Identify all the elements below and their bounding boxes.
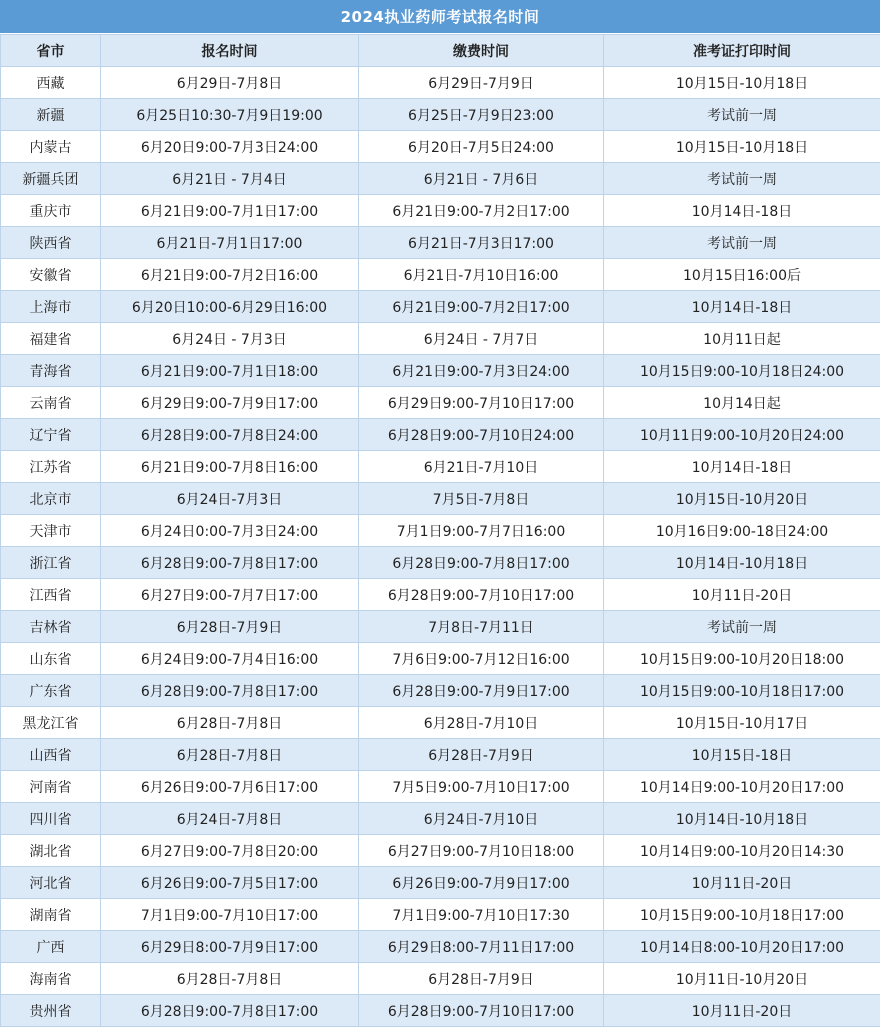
cell-province: 辽宁省	[1, 419, 101, 451]
cell-admission-print-time: 10月14日9:00-10月20日17:00	[604, 771, 880, 803]
cell-province: 贵州省	[1, 995, 101, 1027]
cell-registration-time: 6月24日-7月8日	[101, 803, 359, 835]
cell-province: 湖北省	[1, 835, 101, 867]
table-row	[1, 387, 880, 419]
cell-province: 青海省	[1, 355, 101, 387]
cell-province: 天津市	[1, 515, 101, 547]
cell-province: 广东省	[1, 675, 101, 707]
table-row	[1, 483, 880, 515]
cell-admission-print-time: 10月14日-10月18日	[604, 803, 880, 835]
table-row	[1, 739, 880, 771]
cell-registration-time: 6月27日9:00-7月7日17:00	[101, 579, 359, 611]
table-row	[1, 355, 880, 387]
cell-province: 山西省	[1, 739, 101, 771]
cell-payment-time: 6月21日9:00-7月2日17:00	[359, 291, 604, 323]
cell-registration-time: 6月21日-7月1日17:00	[101, 227, 359, 259]
cell-payment-time: 6月28日-7月9日	[359, 963, 604, 995]
cell-registration-time: 7月1日9:00-7月10日17:00	[101, 899, 359, 931]
table-row	[1, 419, 880, 451]
table-row	[1, 643, 880, 675]
cell-province: 陕西省	[1, 227, 101, 259]
cell-registration-time: 6月21日9:00-7月8日16:00	[101, 451, 359, 483]
header-registration-time: 报名时间	[101, 35, 359, 67]
cell-province: 河南省	[1, 771, 101, 803]
table-row	[1, 803, 880, 835]
cell-province: 江西省	[1, 579, 101, 611]
header-row	[1, 35, 880, 67]
table-row	[1, 579, 880, 611]
cell-province: 海南省	[1, 963, 101, 995]
cell-registration-time: 6月28日9:00-7月8日24:00	[101, 419, 359, 451]
table-row	[1, 675, 880, 707]
cell-registration-time: 6月29日8:00-7月9日17:00	[101, 931, 359, 963]
table-row	[1, 611, 880, 643]
cell-payment-time: 6月28日-7月10日	[359, 707, 604, 739]
cell-province: 新疆	[1, 99, 101, 131]
cell-registration-time: 6月24日-7月3日	[101, 483, 359, 515]
cell-admission-print-time: 10月15日-10月20日	[604, 483, 880, 515]
cell-province: 吉林省	[1, 611, 101, 643]
header-province: 省市	[1, 35, 101, 67]
cell-admission-print-time: 10月15日9:00-10月18日17:00	[604, 899, 880, 931]
cell-payment-time: 6月28日9:00-7月10日24:00	[359, 419, 604, 451]
cell-payment-time: 6月21日-7月10日16:00	[359, 259, 604, 291]
cell-payment-time: 6月28日-7月9日	[359, 739, 604, 771]
table-row	[1, 259, 880, 291]
header-admission-print-time: 准考证打印时间	[604, 35, 880, 67]
cell-province: 新疆兵团	[1, 163, 101, 195]
cell-admission-print-time: 10月14日9:00-10月20日14:30	[604, 835, 880, 867]
table-row	[1, 291, 880, 323]
table-row	[1, 323, 880, 355]
cell-registration-time: 6月24日0:00-7月3日24:00	[101, 515, 359, 547]
cell-payment-time: 6月27日9:00-7月10日18:00	[359, 835, 604, 867]
table-row	[1, 547, 880, 579]
cell-registration-time: 6月28日-7月8日	[101, 707, 359, 739]
cell-payment-time: 6月26日9:00-7月9日17:00	[359, 867, 604, 899]
cell-payment-time: 6月24日 - 7月7日	[359, 323, 604, 355]
cell-payment-time: 7月5日-7月8日	[359, 483, 604, 515]
cell-province: 浙江省	[1, 547, 101, 579]
cell-payment-time: 6月28日9:00-7月8日17:00	[359, 547, 604, 579]
cell-payment-time: 6月21日-7月10日	[359, 451, 604, 483]
cell-registration-time: 6月28日-7月9日	[101, 611, 359, 643]
cell-admission-print-time: 考试前一周	[604, 99, 880, 131]
cell-admission-print-time: 10月15日9:00-10月18日17:00	[604, 675, 880, 707]
cell-payment-time: 6月28日9:00-7月10日17:00	[359, 579, 604, 611]
cell-admission-print-time: 10月11日9:00-10月20日24:00	[604, 419, 880, 451]
cell-province: 山东省	[1, 643, 101, 675]
cell-registration-time: 6月29日-7月8日	[101, 67, 359, 99]
cell-province: 四川省	[1, 803, 101, 835]
cell-admission-print-time: 10月14日-10月18日	[604, 547, 880, 579]
cell-registration-time: 6月21日 - 7月4日	[101, 163, 359, 195]
cell-registration-time: 6月21日9:00-7月2日16:00	[101, 259, 359, 291]
cell-admission-print-time: 10月11日-20日	[604, 867, 880, 899]
cell-payment-time: 7月8日-7月11日	[359, 611, 604, 643]
table-row	[1, 995, 880, 1027]
cell-registration-time: 6月28日9:00-7月8日17:00	[101, 547, 359, 579]
cell-admission-print-time: 10月11日-20日	[604, 995, 880, 1027]
cell-payment-time: 6月29日9:00-7月10日17:00	[359, 387, 604, 419]
cell-admission-print-time: 10月14日-18日	[604, 291, 880, 323]
cell-registration-time: 6月27日9:00-7月8日20:00	[101, 835, 359, 867]
table-row	[1, 867, 880, 899]
cell-registration-time: 6月25日10:30-7月9日19:00	[101, 99, 359, 131]
cell-registration-time: 6月29日9:00-7月9日17:00	[101, 387, 359, 419]
cell-payment-time: 6月21日9:00-7月2日17:00	[359, 195, 604, 227]
cell-payment-time: 6月28日9:00-7月10日17:00	[359, 995, 604, 1027]
cell-province: 江苏省	[1, 451, 101, 483]
cell-admission-print-time: 10月15日9:00-10月20日18:00	[604, 643, 880, 675]
cell-admission-print-time: 10月11日起	[604, 323, 880, 355]
cell-payment-time: 6月24日-7月10日	[359, 803, 604, 835]
cell-admission-print-time: 考试前一周	[604, 611, 880, 643]
cell-admission-print-time: 10月15日-10月18日	[604, 131, 880, 163]
cell-registration-time: 6月28日9:00-7月8日17:00	[101, 995, 359, 1027]
cell-registration-time: 6月21日9:00-7月1日17:00	[101, 195, 359, 227]
cell-province: 北京市	[1, 483, 101, 515]
cell-payment-time: 6月29日8:00-7月11日17:00	[359, 931, 604, 963]
cell-registration-time: 6月26日9:00-7月6日17:00	[101, 771, 359, 803]
table-row	[1, 707, 880, 739]
cell-registration-time: 6月26日9:00-7月5日17:00	[101, 867, 359, 899]
table-header	[1, 35, 880, 67]
cell-province: 广西	[1, 931, 101, 963]
table-row	[1, 899, 880, 931]
table-row	[1, 131, 880, 163]
cell-payment-time: 7月1日9:00-7月7日16:00	[359, 515, 604, 547]
cell-registration-time: 6月21日9:00-7月1日18:00	[101, 355, 359, 387]
cell-payment-time: 7月1日9:00-7月10日17:30	[359, 899, 604, 931]
table-row	[1, 515, 880, 547]
cell-payment-time: 6月20日-7月5日24:00	[359, 131, 604, 163]
table-row	[1, 451, 880, 483]
cell-registration-time: 6月20日10:00-6月29日16:00	[101, 291, 359, 323]
cell-payment-time: 7月6日9:00-7月12日16:00	[359, 643, 604, 675]
cell-province: 福建省	[1, 323, 101, 355]
cell-province: 河北省	[1, 867, 101, 899]
table-body	[1, 67, 880, 1027]
table-row	[1, 67, 880, 99]
cell-province: 湖南省	[1, 899, 101, 931]
cell-payment-time: 6月25日-7月9日23:00	[359, 99, 604, 131]
table-row	[1, 771, 880, 803]
table-row	[1, 963, 880, 995]
cell-admission-print-time: 10月16日9:00-18日24:00	[604, 515, 880, 547]
cell-payment-time: 6月21日9:00-7月3日24:00	[359, 355, 604, 387]
cell-admission-print-time: 10月14日-18日	[604, 195, 880, 227]
cell-admission-print-time: 10月15日-18日	[604, 739, 880, 771]
cell-admission-print-time: 10月15日16:00后	[604, 259, 880, 291]
cell-payment-time: 6月21日 - 7月6日	[359, 163, 604, 195]
cell-admission-print-time: 10月11日-10月20日	[604, 963, 880, 995]
cell-admission-print-time: 10月15日-10月17日	[604, 707, 880, 739]
cell-admission-print-time: 10月14日-18日	[604, 451, 880, 483]
cell-province: 西藏	[1, 67, 101, 99]
cell-province: 黑龙江省	[1, 707, 101, 739]
cell-payment-time: 7月5日9:00-7月10日17:00	[359, 771, 604, 803]
cell-payment-time: 6月28日9:00-7月9日17:00	[359, 675, 604, 707]
table-row	[1, 835, 880, 867]
cell-admission-print-time: 10月14日起	[604, 387, 880, 419]
cell-province: 云南省	[1, 387, 101, 419]
cell-province: 上海市	[1, 291, 101, 323]
table-row	[1, 931, 880, 963]
table-row	[1, 163, 880, 195]
cell-province: 安徽省	[1, 259, 101, 291]
cell-registration-time: 6月28日-7月8日	[101, 963, 359, 995]
cell-province: 内蒙古	[1, 131, 101, 163]
table-row	[1, 195, 880, 227]
cell-registration-time: 6月24日9:00-7月4日16:00	[101, 643, 359, 675]
cell-province: 重庆市	[1, 195, 101, 227]
cell-admission-print-time: 10月14日8:00-10月20日17:00	[604, 931, 880, 963]
cell-admission-print-time: 考试前一周	[604, 163, 880, 195]
cell-payment-time: 6月21日-7月3日17:00	[359, 227, 604, 259]
cell-payment-time: 6月29日-7月9日	[359, 67, 604, 99]
cell-admission-print-time: 10月11日-20日	[604, 579, 880, 611]
schedule-table	[0, 34, 880, 1027]
cell-admission-print-time: 考试前一周	[604, 227, 880, 259]
table-row	[1, 99, 880, 131]
cell-registration-time: 6月28日-7月8日	[101, 739, 359, 771]
header-payment-time: 缴费时间	[359, 35, 604, 67]
table-row	[1, 227, 880, 259]
table-title: 2024执业药师考试报名时间	[0, 0, 880, 34]
cell-admission-print-time: 10月15日9:00-10月18日24:00	[604, 355, 880, 387]
cell-registration-time: 6月28日9:00-7月8日17:00	[101, 675, 359, 707]
cell-admission-print-time: 10月15日-10月18日	[604, 67, 880, 99]
cell-registration-time: 6月24日 - 7月3日	[101, 323, 359, 355]
cell-registration-time: 6月20日9:00-7月3日24:00	[101, 131, 359, 163]
